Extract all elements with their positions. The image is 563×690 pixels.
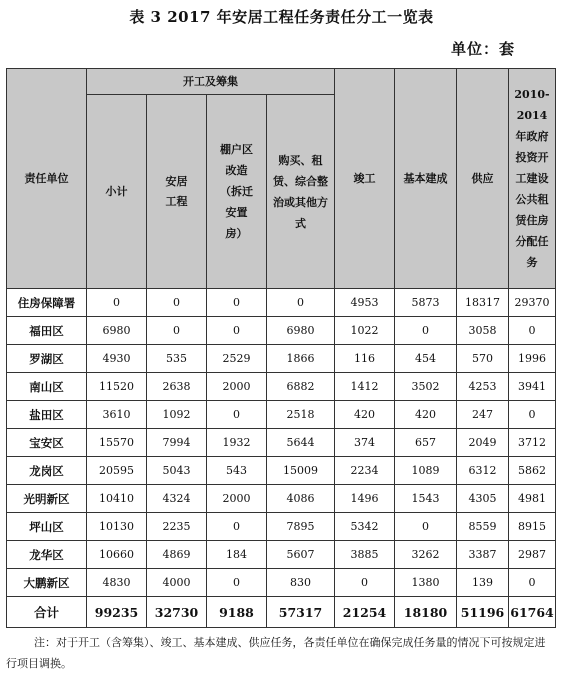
data-cell: 18317 (457, 289, 509, 317)
table-row (7, 485, 556, 513)
data-cell: 0 (207, 569, 267, 597)
table-row (7, 401, 556, 429)
data-cell: 15570 (87, 429, 147, 457)
table-row (7, 513, 556, 541)
header-start-group: 开工及筹集 (87, 69, 335, 95)
total-row (7, 597, 556, 628)
header-subtotal: 小计 (87, 95, 147, 289)
data-cell: 0 (509, 401, 556, 429)
data-cell: 420 (335, 401, 395, 429)
table-row (7, 429, 556, 457)
row-unit-name: 龙华区 (7, 541, 87, 569)
row-unit-name: 盐田区 (7, 401, 87, 429)
data-cell: 1996 (509, 345, 556, 373)
data-cell: 4000 (147, 569, 207, 597)
data-cell: 2518 (267, 401, 335, 429)
header-shanty: 棚户区改造（拆迁安置房） (207, 95, 267, 289)
data-cell: 6980 (87, 317, 147, 345)
header-anju: 安居工程 (147, 95, 207, 289)
data-cell: 5342 (335, 513, 395, 541)
data-cell: 535 (147, 345, 207, 373)
data-cell: 5862 (509, 457, 556, 485)
row-unit-name: 罗湖区 (7, 345, 87, 373)
table-row (7, 569, 556, 597)
data-cell: 20595 (87, 457, 147, 485)
row-unit-name: 南山区 (7, 373, 87, 401)
unit-label: 单位：套 (450, 40, 515, 58)
task-table (6, 68, 556, 628)
data-cell: 3712 (509, 429, 556, 457)
data-cell: 7994 (147, 429, 207, 457)
row-unit-name: 龙岗区 (7, 457, 87, 485)
data-cell: 0 (147, 289, 207, 317)
data-cell: 0 (87, 289, 147, 317)
data-cell: 3941 (509, 373, 556, 401)
table-row (7, 345, 556, 373)
row-unit-name: 住房保障署 (7, 289, 87, 317)
data-cell: 454 (395, 345, 457, 373)
data-cell: 0 (395, 317, 457, 345)
data-cell: 830 (267, 569, 335, 597)
table-row (7, 373, 556, 401)
data-cell: 5873 (395, 289, 457, 317)
total-cell: 51196 (457, 597, 509, 628)
data-cell: 4305 (457, 485, 509, 513)
header-purchase: 购买、租赁、综合整治或其他方式 (267, 95, 335, 289)
data-cell: 1496 (335, 485, 395, 513)
table-row (7, 289, 556, 317)
total-cell: 18180 (395, 597, 457, 628)
total-cell: 57317 (267, 597, 335, 628)
row-unit-name: 宝安区 (7, 429, 87, 457)
data-cell: 4830 (87, 569, 147, 597)
data-cell: 4953 (335, 289, 395, 317)
data-cell: 5043 (147, 457, 207, 485)
data-cell: 139 (457, 569, 509, 597)
data-cell: 3885 (335, 541, 395, 569)
data-cell: 1932 (207, 429, 267, 457)
total-cell: 21254 (335, 597, 395, 628)
data-cell: 4253 (457, 373, 509, 401)
data-cell: 2000 (207, 485, 267, 513)
data-cell: 2000 (207, 373, 267, 401)
data-cell: 0 (147, 317, 207, 345)
data-cell: 1412 (335, 373, 395, 401)
data-cell: 116 (335, 345, 395, 373)
total-label: 合计 (7, 597, 87, 628)
data-cell: 5607 (267, 541, 335, 569)
data-cell: 2234 (335, 457, 395, 485)
row-unit-name: 光明新区 (7, 485, 87, 513)
table-row (7, 317, 556, 345)
data-cell: 0 (509, 317, 556, 345)
total-cell: 32730 (147, 597, 207, 628)
data-cell: 4981 (509, 485, 556, 513)
data-cell: 0 (207, 401, 267, 429)
total-cell: 99235 (87, 597, 147, 628)
data-cell: 4086 (267, 485, 335, 513)
data-cell: 374 (335, 429, 395, 457)
data-cell: 420 (395, 401, 457, 429)
data-cell: 4324 (147, 485, 207, 513)
data-cell: 3262 (395, 541, 457, 569)
data-cell: 3387 (457, 541, 509, 569)
data-cell: 10410 (87, 485, 147, 513)
data-cell: 2235 (147, 513, 207, 541)
header-supply: 供应 (457, 69, 509, 289)
data-cell: 15009 (267, 457, 335, 485)
data-cell: 8915 (509, 513, 556, 541)
data-cell: 1089 (395, 457, 457, 485)
data-cell: 184 (207, 541, 267, 569)
header-completion: 竣工 (335, 69, 395, 289)
table-body (7, 289, 556, 628)
header-basic: 基本建成 (395, 69, 457, 289)
data-cell: 5644 (267, 429, 335, 457)
data-cell: 11520 (87, 373, 147, 401)
data-cell: 10130 (87, 513, 147, 541)
data-cell: 3610 (87, 401, 147, 429)
data-cell: 657 (395, 429, 457, 457)
data-cell: 0 (335, 569, 395, 597)
row-unit-name: 大鹏新区 (7, 569, 87, 597)
footnote: 注：对于开工（含筹集）、竣工、基本建成、供应任务，各责任单位在确保完成任务量的情况下可按规定进行项目调换。 (6, 636, 546, 670)
data-cell: 4869 (147, 541, 207, 569)
data-cell: 0 (509, 569, 556, 597)
data-cell: 2529 (207, 345, 267, 373)
data-cell: 247 (457, 401, 509, 429)
data-cell: 6980 (267, 317, 335, 345)
table-row (7, 457, 556, 485)
data-cell: 1866 (267, 345, 335, 373)
data-cell: 0 (395, 513, 457, 541)
data-cell: 570 (457, 345, 509, 373)
data-cell: 4930 (87, 345, 147, 373)
header-quota: 2010-2014年政府投资开工建设公共租赁住房分配任务 (509, 69, 556, 289)
table-row (7, 541, 556, 569)
row-unit-name: 坪山区 (7, 513, 87, 541)
data-cell: 0 (207, 289, 267, 317)
data-cell: 29370 (509, 289, 556, 317)
total-cell: 61764 (509, 597, 556, 628)
data-cell: 1543 (395, 485, 457, 513)
data-cell: 6882 (267, 373, 335, 401)
header-responsible-unit: 责任单位 (7, 69, 87, 289)
total-cell: 9188 (207, 597, 267, 628)
data-cell: 3058 (457, 317, 509, 345)
table-title: 表 3 2017 年安居工程任务责任分工一览表 (129, 8, 434, 26)
data-cell: 2049 (457, 429, 509, 457)
data-cell: 0 (207, 513, 267, 541)
data-cell: 8559 (457, 513, 509, 541)
data-cell: 543 (207, 457, 267, 485)
data-cell: 3502 (395, 373, 457, 401)
data-cell: 1380 (395, 569, 457, 597)
data-cell: 0 (207, 317, 267, 345)
data-cell: 6312 (457, 457, 509, 485)
data-cell: 2638 (147, 373, 207, 401)
data-cell: 10660 (87, 541, 147, 569)
data-cell: 1022 (335, 317, 395, 345)
data-cell: 1092 (147, 401, 207, 429)
row-unit-name: 福田区 (7, 317, 87, 345)
data-cell: 7895 (267, 513, 335, 541)
data-cell: 0 (267, 289, 335, 317)
data-cell: 2987 (509, 541, 556, 569)
